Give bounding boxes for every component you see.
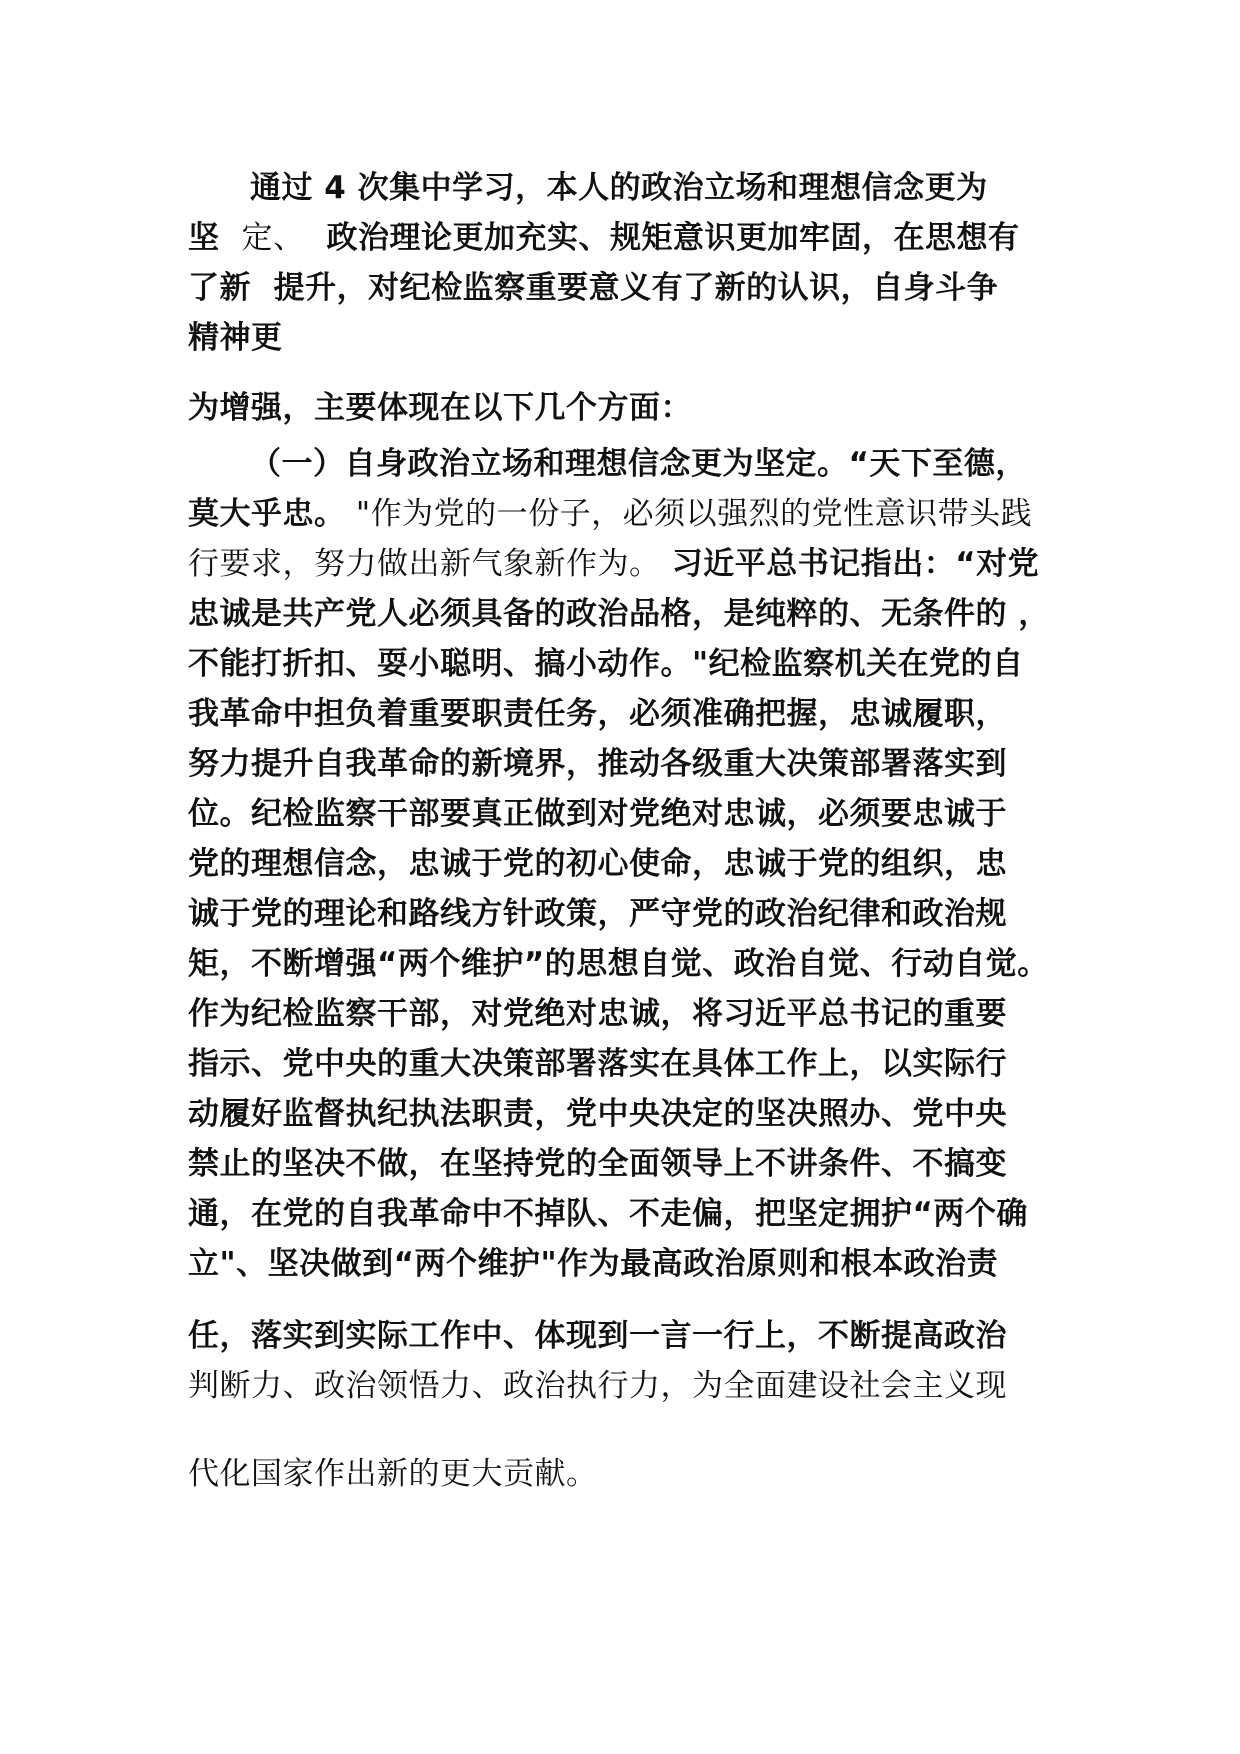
paragraph-1-line-5: 为增强，主要体现在以下几个方面： xyxy=(188,390,692,426)
paragraph-1-line-1: 通过 4 次集中学习，本人的政治立场和理想信念更为 xyxy=(250,170,988,206)
text-run: 行要求，努力做出新气象新作为。 xyxy=(188,546,661,582)
paragraph-2-line-19: 判断力、政治领悟力、政治执行力，为全面建设社会主义现 xyxy=(188,1368,1007,1404)
text-run: 习近平总书记指出：“对党 xyxy=(660,546,1040,582)
paragraph-2-line-12: 作为纪检监察干部，对党绝对忠诚，将习近平总书记的重要 xyxy=(188,996,1007,1032)
text-run: "作为党的一份子，必须以强烈的党性意识带头践 xyxy=(345,496,1033,532)
paragraph-1-line-3: 了新 提升，对纪检监察重要意义有了新的认识，自身斗争 xyxy=(188,270,999,306)
paragraph-2-line-3 xyxy=(188,544,1039,584)
paragraph-2-line-6: 我革命中担负着重要职责任务，必须准确把握，忠诚履职， xyxy=(188,696,1007,732)
text-run: 莫大乎忠。 xyxy=(188,496,346,532)
text-run: 政治理论更加充实、规矩意识更加牢固，在思想有 xyxy=(326,220,1020,256)
paragraph-2-line-2 xyxy=(188,494,1032,534)
paragraph-2-line-10: 诚于党的理论和路线方针政策，严守党的政治纪律和政治规 xyxy=(188,896,1007,932)
paragraph-1-line-4: 精神更 xyxy=(188,320,283,356)
paragraph-2-line-16: 通，在党的自我革命中不掉队、不走偏，把坚定拥护“两个确 xyxy=(188,1196,1028,1232)
paragraph-2-line-8: 位。纪检监察干部要真正做到对党绝对忠诚，必须要忠诚于 xyxy=(188,796,1007,832)
paragraph-2-line-9: 党的理想信念，忠诚于党的初心使命，忠诚于党的组织，忠 xyxy=(188,846,1007,882)
paragraph-1-line-2 xyxy=(188,218,1020,258)
paragraph-2-line-1: （一）自身政治立场和理想信念更为坚定。“天下至德， xyxy=(250,446,1027,482)
paragraph-2-line-18: 任，落实到实际工作中、体现到一言一行上，不断提高政治 xyxy=(188,1318,1007,1354)
paragraph-2-line-17: 立"、坚决做到“两个维护"作为最高政治原则和根本政治责 xyxy=(188,1246,999,1282)
paragraph-2-line-11: 矩，不断增强“两个维护”的思想自觉、政治自觉、行动自觉。 xyxy=(188,946,1049,982)
paragraph-2-line-13: 指示、党中央的重大决策部署落实在具体工作上，以实际行 xyxy=(188,1046,1007,1082)
paragraph-2-line-14: 动履好监督执纪执法职责，党中央决定的坚决照办、党中央 xyxy=(188,1096,1007,1132)
paragraph-2-line-4: 忠诚是共产党人必须具备的政治品格，是纯粹的、无条件的 ， xyxy=(188,596,1050,632)
paragraph-2-line-5: 不能打折扣、耍小聪明、搞小动作。"纪检监察机关在党的自 xyxy=(188,646,1024,682)
paragraph-2-line-7: 努力提升自我革命的新境界，推动各级重大决策部署落实到 xyxy=(188,746,1007,782)
paragraph-2-line-15: 禁止的坚决不做，在坚持党的全面领导上不讲条件、不搞变 xyxy=(188,1146,1007,1182)
text-run: 定、 xyxy=(241,220,305,256)
paragraph-2-line-20: 代化国家作出新的更大贡献。 xyxy=(188,1456,598,1492)
text-run: 坚 xyxy=(188,220,220,256)
